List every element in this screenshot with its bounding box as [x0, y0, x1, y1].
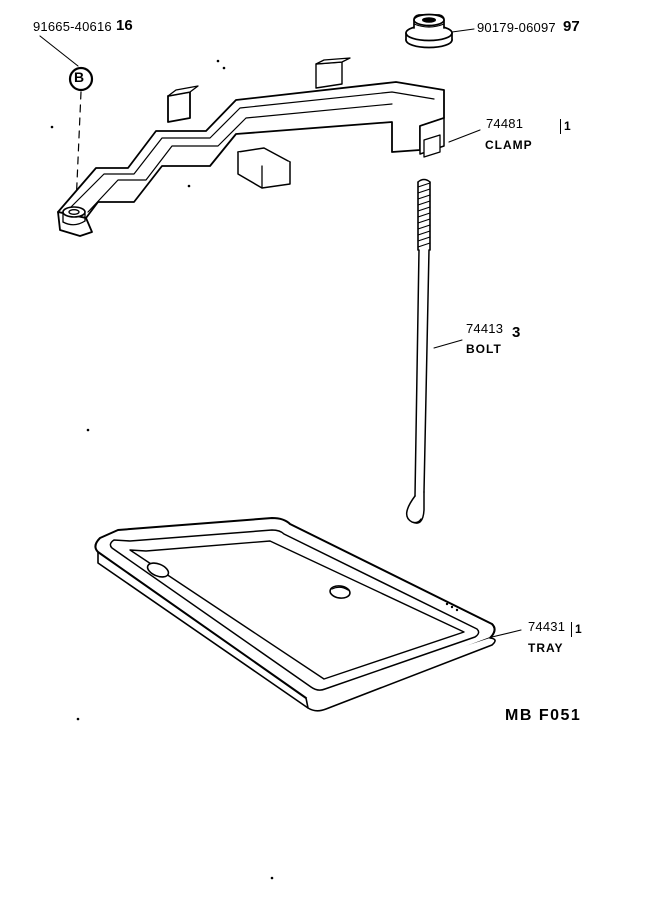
callout-part-number-nut-left: 91665-40616: [33, 19, 112, 34]
callout-quantity-nut-left: 16: [116, 17, 133, 34]
tray-part: [95, 518, 495, 711]
callout-name-bolt: BOLT: [466, 342, 502, 356]
bolt-part: [407, 180, 430, 524]
callout-quantity-clamp: 1: [564, 119, 571, 133]
callout-tick-clamp: [560, 119, 561, 134]
callout-quantity-bolt: 3: [512, 324, 521, 341]
clamp-part: [58, 58, 444, 236]
flange-nut-symbol: [406, 15, 452, 48]
callout-quantity-nut-right: 97: [563, 18, 580, 35]
callout-quantity-tray: 1: [575, 622, 582, 636]
callout-name-tray: TRAY: [528, 641, 564, 655]
bolt-marker-letter: B: [74, 69, 85, 85]
callout-part-number-clamp: 74481: [486, 116, 524, 131]
callout-name-clamp: CLAMP: [485, 138, 533, 152]
callout-part-number-bolt: 74413: [466, 321, 504, 336]
callout-tick-tray: [571, 622, 572, 637]
callout-part-number-tray: 74431: [528, 619, 566, 634]
callout-part-number-nut-right: 90179-06097: [477, 20, 556, 35]
diagram-footer-code: MB F051: [505, 707, 582, 724]
